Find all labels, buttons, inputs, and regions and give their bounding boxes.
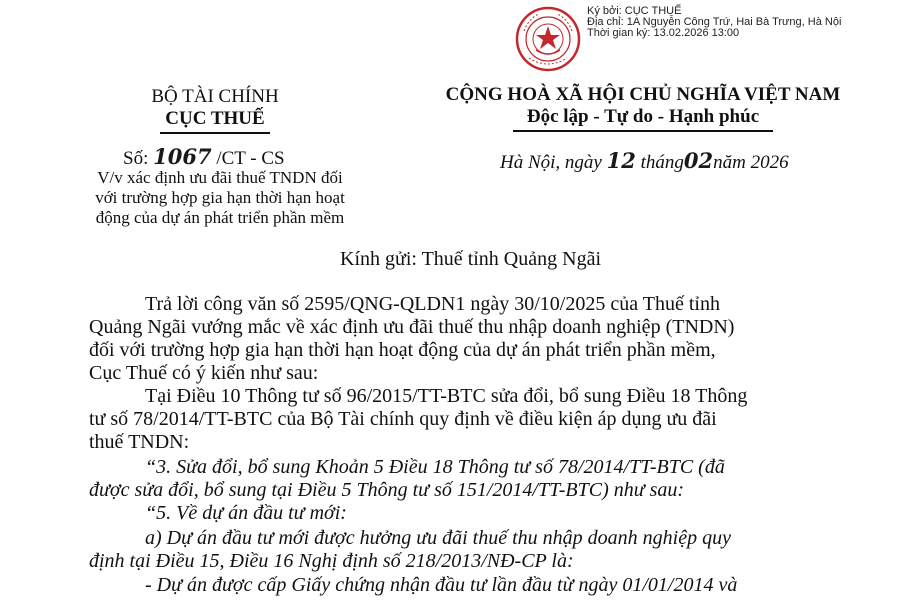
signature-time: Thời gian ký: 13.02.2026 13:00 <box>587 27 740 39</box>
date-prefix: Hà Nội, ngày <box>500 152 602 173</box>
date-month: 02 <box>683 148 714 173</box>
body-line-12: định tại Điều 15, Điều 16 Nghị định số 218/2013/NĐ-CP là: <box>89 550 574 572</box>
body-line-7: thuế TNDN: <box>89 431 190 453</box>
department-underline <box>160 132 270 134</box>
department-name: CỤC THUẾ <box>165 108 265 129</box>
document-number <box>123 144 285 170</box>
body-line-5: Tại Điều 10 Thông tư số 96/2015/TT-BTC sửa đổi, bổ sung Điều 18 Thông <box>145 385 748 407</box>
nation-title: CỘNG HOÀ XÃ HỘI CHỦ NGHĨA VIỆT NAM <box>445 84 841 105</box>
body-line-3: đối với trường hợp gia hạn thời hạn hoạt động của dự án phát triển phần mềm, <box>89 339 716 361</box>
subject-line-3: động của dự án phát triển phần mềm <box>95 208 345 227</box>
recipient-label: Kính gửi: <box>340 248 417 270</box>
date-line <box>500 148 789 174</box>
number-prefix: Số: <box>123 148 149 169</box>
date-month-label: tháng <box>640 152 684 173</box>
body-line-4: Cục Thuế có ý kiến như sau: <box>89 362 319 384</box>
body-line-13: - Dự án được cấp Giấy chứng nhận đầu tư lần đầu từ ngày 01/01/2014 và <box>145 574 738 596</box>
date-year: năm 2026 <box>713 152 789 173</box>
subject-line-2: với trường hợp gia hạn thời hạn hoạt <box>95 188 345 207</box>
body-line-1: Trả lời công văn số 2595/QNG-QLDN1 ngày 30/10/2025 của Thuế tỉnh <box>145 293 720 315</box>
nation-motto: Độc lập - Tự do - Hạnh phúc <box>526 106 760 127</box>
body-line-11: a) Dự án đầu tư mới được hưởng ưu đãi thuế thu nhập doanh nghiệp quy <box>145 527 731 549</box>
body-line-10: “5. Về dự án đầu tư mới: <box>145 502 347 524</box>
signature-address: Địa chỉ: 1A Nguyễn Công Trứ, Hai Bà Trưng, Hà Nội <box>587 16 842 28</box>
recipient <box>340 248 601 271</box>
body-line-9: được sửa đổi, bổ sung tại Điều 5 Thông tư số 151/2014/TT-BTC) như sau: <box>89 479 685 501</box>
body-line-6: tư số 78/2014/TT-BTC của Bộ Tài chính quy định về điều kiện áp dụng ưu đãi <box>89 408 717 430</box>
recipient-name: Thuế tỉnh Quảng Ngãi <box>421 248 601 270</box>
ministry-name: BỘ TÀI CHÍNH <box>151 86 279 107</box>
number-handwritten: 1067 <box>153 144 212 169</box>
body-line-2: Quảng Ngãi vướng mắc về xác định ưu đãi thuế thu nhập doanh nghiệp (TNDN) <box>89 316 735 338</box>
red-official-seal-icon <box>515 6 581 72</box>
subject-line-1: V/v xác định ưu đãi thuế TNDN đối <box>97 168 343 187</box>
motto-underline <box>513 130 773 132</box>
date-day: 12 <box>606 148 636 173</box>
body-line-8: “3. Sửa đổi, bổ sung Khoản 5 Điều 18 Thông tư số 78/2014/TT-BTC (đã <box>145 456 725 478</box>
signature-signed-by: Ký bởi: CỤC THUẾ <box>587 5 682 17</box>
number-suffix: /CT - CS <box>216 148 285 169</box>
